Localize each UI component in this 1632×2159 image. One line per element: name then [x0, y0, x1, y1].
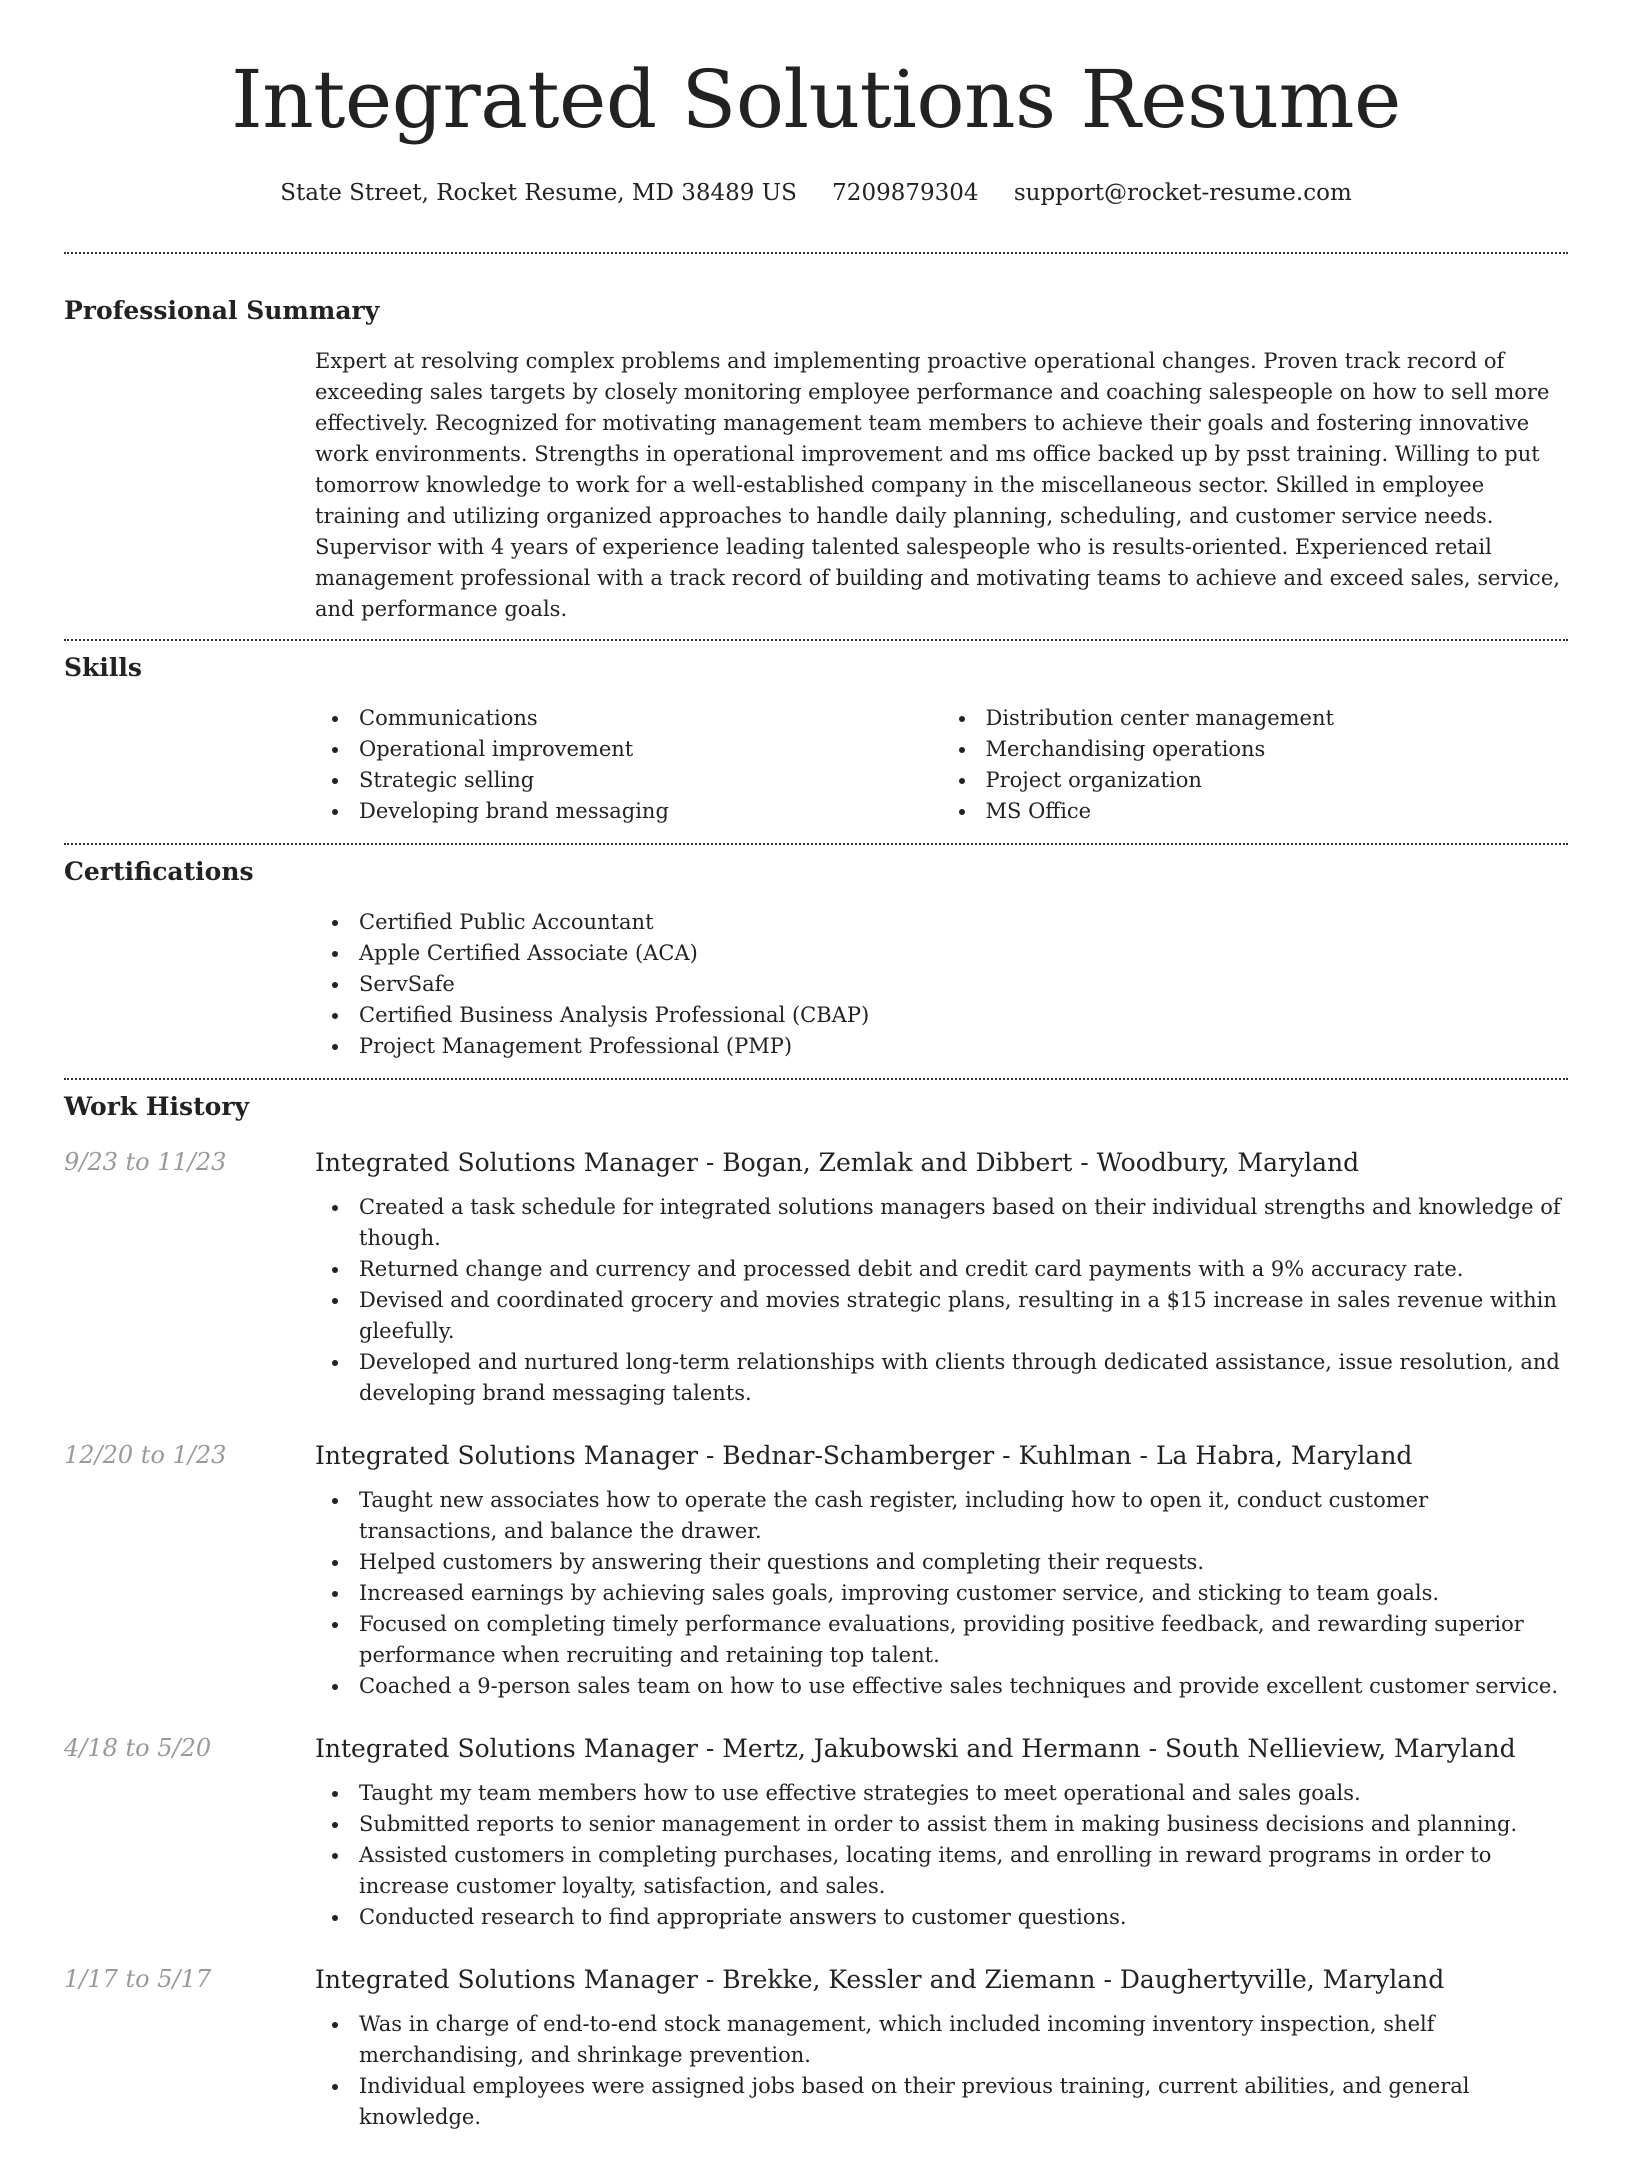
list-item: Taught my team members how to use effective strategies to meet operational and sales goals. [359, 1778, 1568, 1809]
job-entry [64, 1728, 1568, 1933]
work-history-section [64, 1080, 1568, 2133]
resume-name: Integrated Solutions Resume [231, 53, 1401, 146]
list-item: Submitted reports to senior management in order to assist them in making business decisions and planning. [359, 1809, 1568, 1840]
list-item: Helped customers by answering their questions and completing their requests. [359, 1547, 1568, 1578]
job-title: Integrated Solutions Manager - Brekke, Kessler and Ziemann - Daughertyville, Maryland [315, 1965, 1445, 1994]
list-item: Conducted research to find appropriate answers to customer questions. [359, 1902, 1568, 1933]
summary-text: Expert at resolving complex problems and implementing proactive operational changes. Proven track record of exceeding sales targets by closely monitoring employee performance and coaching salespeople on how to sell more effectively. Recognized for motivating management team members to achieve their goals and fostering innovative work environments. Strengths in operational improvement and ms office backed up by psst training. Willing to put tomorrow knowledge to work for a well-established company in the miscellaneous sector. Skilled in employee training and utilizing organized approaches to handle daily planning, scheduling, and customer service needs. Supervisor with 4 years of experience leading talented salespeople who is results-oriented. Experienced retail management professional with a track record of building and motivating teams to achieve and exceed sales, service, and performance goals. [315, 349, 1560, 621]
list-item: ServSafe [359, 969, 1568, 1000]
professional-summary-section [64, 254, 1568, 639]
contact-email: support@rocket-resume.com [1013, 180, 1352, 206]
job-entry [64, 1435, 1568, 1702]
job-bullets [315, 1485, 1568, 1702]
certifications-ul [315, 907, 1568, 1062]
resume-header [64, 0, 1568, 208]
job-dates: 4/18 to 5/20 [64, 1734, 212, 1762]
job-title: Integrated Solutions Manager - Mertz, Jakubowski and Hermann - South Nellieview, Maryland [315, 1734, 1516, 1763]
skills-section [64, 641, 1568, 843]
list-item: Communications [359, 703, 942, 734]
section-title: Certifications [64, 857, 254, 886]
list-item: Developing brand messaging [359, 796, 942, 827]
list-item: Certified Business Analysis Professional (CBAP) [359, 1000, 1568, 1031]
certifications-list [315, 907, 1568, 1078]
contact-phone: 7209879304 [832, 180, 979, 206]
list-item: Strategic selling [359, 765, 942, 796]
skills-list [315, 703, 1568, 843]
resume-page [64, 0, 1568, 2159]
list-item: Individual employees were assigned jobs based on their previous training, current abilities, and general knowledge. [359, 2071, 1568, 2133]
contact-line [64, 178, 1568, 208]
job-bullets [315, 1192, 1568, 1409]
list-item: Focused on completing timely performance evaluations, providing positive feedback, and rewarding superior performance when recruiting and retaining top talent. [359, 1609, 1568, 1671]
list-item: Distribution center management [986, 703, 1569, 734]
job-dates: 1/17 to 5/17 [64, 1965, 212, 1993]
list-item: Created a task schedule for integrated solutions managers based on their individual strengths and knowledge of though. [359, 1192, 1568, 1254]
list-item: Was in charge of end-to-end stock management, which included incoming inventory inspection, shelf merchandising, and shrinkage prevention. [359, 2009, 1568, 2071]
summary-body [315, 346, 1568, 639]
skills-column-right [942, 703, 1569, 827]
job-bullets [315, 2009, 1568, 2133]
contact-address: State Street, Rocket Resume, MD 38489 US [280, 180, 797, 206]
section-title: Work History [64, 1092, 250, 1121]
list-item: MS Office [986, 796, 1569, 827]
list-item: Devised and coordinated grocery and movies strategic plans, resulting in a $15 increase in sales revenue within gleefully. [359, 1285, 1568, 1347]
job-title: Integrated Solutions Manager - Bednar-Schamberger - Kuhlman - La Habra, Maryland [315, 1441, 1413, 1470]
list-item: Project Management Professional (PMP) [359, 1031, 1568, 1062]
job-entry [64, 1959, 1568, 2133]
list-item: Operational improvement [359, 734, 942, 765]
list-item: Merchandising operations [986, 734, 1569, 765]
job-entry [64, 1142, 1568, 1409]
list-item: Increased earnings by achieving sales goals, improving customer service, and sticking to team goals. [359, 1578, 1568, 1609]
section-title: Professional Summary [64, 296, 380, 325]
list-item: Returned change and currency and processed debit and credit card payments with a 9% accuracy rate. [359, 1254, 1568, 1285]
job-dates: 12/20 to 1/23 [64, 1441, 227, 1469]
job-dates: 9/23 to 11/23 [64, 1148, 227, 1176]
list-item: Project organization [986, 765, 1569, 796]
list-item: Developed and nurtured long-term relationships with clients through dedicated assistance, issue resolution, and developing brand messaging talents. [359, 1347, 1568, 1409]
list-item: Coached a 9-person sales team on how to use effective sales techniques and provide excellent customer service. [359, 1671, 1568, 1702]
list-item: Assisted customers in completing purchases, locating items, and enrolling in reward programs in order to increase customer loyalty, satisfaction, and sales. [359, 1840, 1568, 1902]
list-item: Certified Public Accountant [359, 907, 1568, 938]
certifications-section [64, 845, 1568, 1078]
section-title: Skills [64, 653, 142, 682]
list-item: Taught new associates how to operate the cash register, including how to open it, conduct customer transactions, and balance the drawer. [359, 1485, 1568, 1547]
skills-column-left [315, 703, 942, 827]
job-title: Integrated Solutions Manager - Bogan, Zemlak and Dibbert - Woodbury, Maryland [315, 1148, 1360, 1177]
job-bullets [315, 1778, 1568, 1933]
list-item: Apple Certified Associate (ACA) [359, 938, 1568, 969]
